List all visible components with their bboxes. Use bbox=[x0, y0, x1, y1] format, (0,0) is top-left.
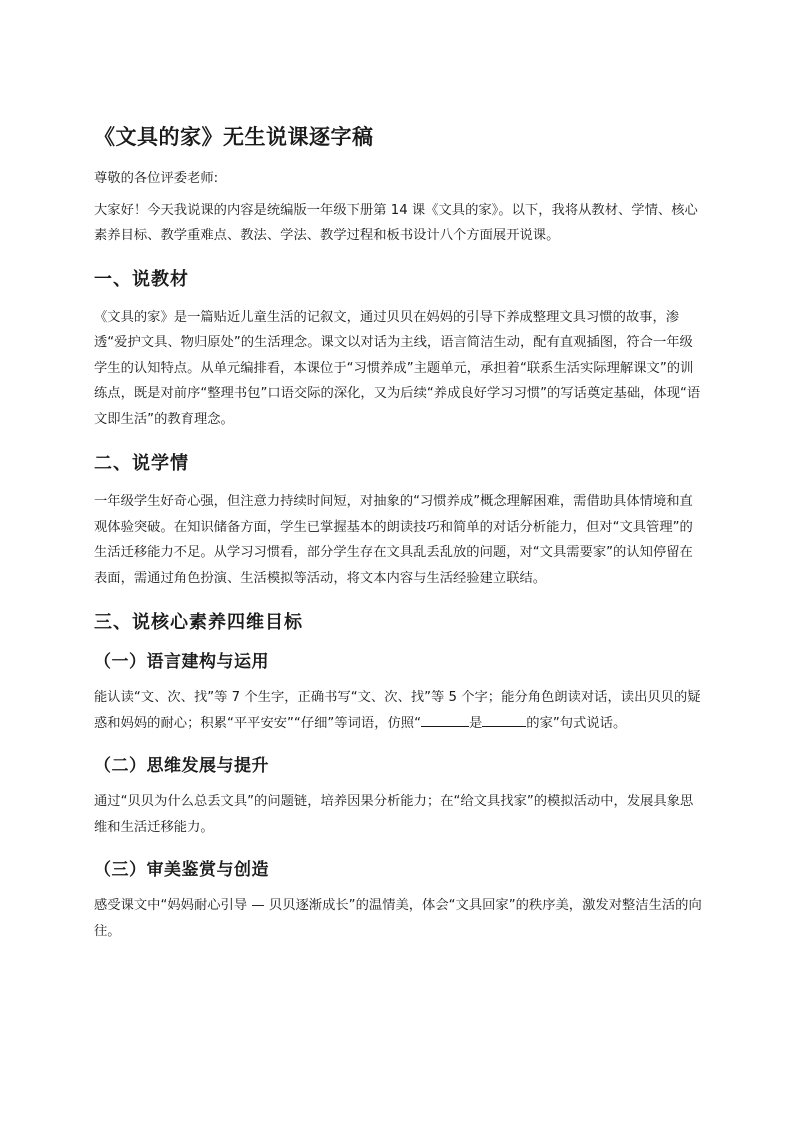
subsection-paragraph-language bbox=[94, 685, 706, 736]
subsection-paragraph-thinking: 通过“贝贝为什么总丢文具”的问题链，培养因果分析能力；在“给文具找家”的模拟活动中，发展具象思维和生活迁移能力。 bbox=[94, 794, 694, 835]
section-heading-textbook: 一、说教材 bbox=[94, 268, 189, 290]
section-paragraph-learners: 一年级学生好奇心强，但注意力持续时间短，对抽象的“习惯养成”概念理解困难，需借助具体情境和直观体验突破。在知识储备方面，学生已掌握基本的朗读技巧和简单的对话分析能力，但对“文具管理”的生活迁移能力不足。从学习习惯看，部分学生存在文具乱丢乱放的问题，对“文具需要家”的认知停留在表面，需通过角色扮演、生活模拟等活动，将文本内容与生活经验建立联结。 bbox=[94, 494, 693, 586]
language-text-before: 能认读“文、次、找”等 7 个生字，正确书写“文、次、找”等 5 个字；能分角色朗读对话，读出贝贝的疑惑和妈妈的耐心；积累“平平安安”“仔细”等词语，仿照“ bbox=[94, 690, 701, 731]
language-text-after: 的家”句式说话。 bbox=[526, 715, 627, 731]
document-title: 《文具的家》无生说课逐字稿 bbox=[94, 125, 374, 149]
section-paragraph-textbook: 《文具的家》是一篇贴近儿童生活的记叙文，通过贝贝在妈妈的引导下养成整理文具习惯的故事，渗透“爱护文具、物归原处”的生活理念。课文以对话为主线，语言简洁生动，配有直观插图，符合一年级学生的认知特点。从单元编排看，本课位于“习惯养成”主题单元，承担着“联系生活实际理解课文”的训练点，既是对前序“整理书包”口语交际的深化，又为后续“养成良好学习习惯”的写话奠定基础，体现“语文即生活”的教育理念。 bbox=[94, 309, 701, 427]
language-text-middle: 是 bbox=[468, 715, 483, 731]
document-page bbox=[94, 122, 706, 948]
section-heading-goals: 三、说核心素养四维目标 bbox=[94, 612, 303, 633]
section-heading-learners: 二、说学情 bbox=[94, 453, 189, 474]
salutation: 尊敬的各位评委老师: bbox=[94, 171, 219, 186]
subsection-heading-language: （一）语言建构与运用 bbox=[94, 652, 269, 672]
fill-blank bbox=[482, 712, 526, 727]
subsection-heading-aesthetics: （三）审美鉴赏与创造 bbox=[94, 860, 269, 880]
subsection-heading-thinking: （二）思维发展与提升 bbox=[94, 756, 269, 776]
intro-paragraph: 大家好！今天我说课的内容是统编版一年级下册第 14 课《文具的家》。以下，我将从教材、学情、核心素养目标、教学重难点、教法、学法、教学过程和板书设计八个方面展开说课。 bbox=[94, 202, 698, 243]
subsection-paragraph-aesthetics: 感受课文中“妈妈耐心引导 — 贝贝逐渐成长”的温情美，体会“文具回家”的秩序美，激发对整洁生活的向往。 bbox=[94, 898, 702, 939]
fill-blank bbox=[421, 712, 469, 727]
